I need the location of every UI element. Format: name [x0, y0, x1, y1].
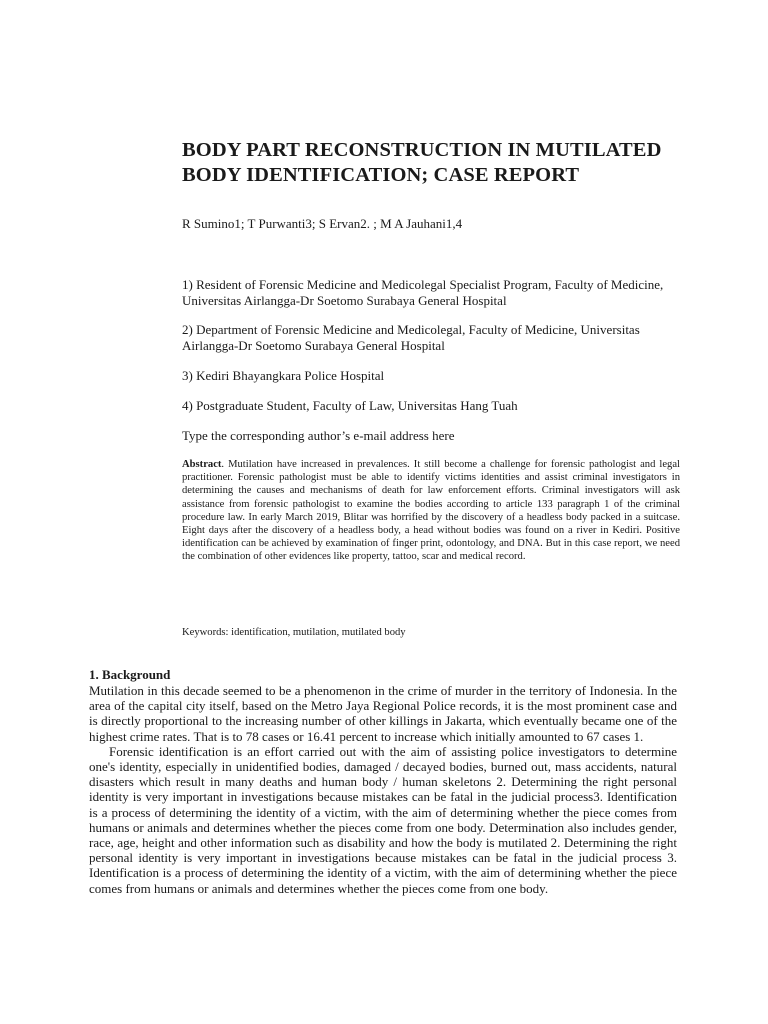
affiliation-1: 1) Resident of Forensic Medicine and Medicolegal Specialist Program, Faculty of Medicine, Universitas Airlangga-Dr Soetomo Surabaya General Hospital — [182, 277, 664, 308]
section-body — [89, 683, 677, 896]
paper-title: BODY PART RECONSTRUCTION IN MUTILATED BODY IDENTIFICATION; CASE REPORT — [182, 139, 662, 186]
author-list: R Sumino1; T Purwanti3; S Ervan2. ; M A Jauhani1,4 — [182, 216, 463, 231]
keywords: Keywords: identification, mutilation, mutilated body — [182, 627, 406, 638]
body-paragraph-2: Forensic identification is an effort carried out with the aim of assisting police investigators to determine one's identity, especially in unidentified bodies, damaged / decayed bodies, burned out, mass accidents, natural disasters which result in many deaths and human body / human skeletons 2. Determining the right personal identity is very important in investigations because mistakes can be fatal in the judicial process3. Identification is a process of determining the identity of a victim, with the aim of determining whether the piece comes from humans or animals and determines whether the pieces come from one body. Determination also includes gender, race, age, height and other information such as disability and how the body is mutilated 2. Determining the right personal identity is very important in investigations because mistakes can be fatal in the judicial process 3. Identification is a process of determining the identity of a victim, with the aim of determining whether the piece comes from humans or animals and determines whether the pieces come from one body. — [89, 743, 677, 896]
abstract — [182, 458, 680, 564]
affiliation-4: 4) Postgraduate Student, Faculty of Law, Universitas Hang Tuah — [182, 398, 518, 413]
affiliation-2: 2) Department of Forensic Medicine and Medicolegal, Faculty of Medicine, Universitas Airlangga-Dr Soetomo Surabaya General Hospital — [182, 322, 640, 353]
affiliation-3: 3) Kediri Bhayangkara Police Hospital — [182, 368, 385, 383]
corresponding-email-note: Type the corresponding author’s e-mail address here — [182, 428, 455, 443]
abstract-text: . Mutilation have increased in prevalences. It still become a challenge for forensic pathologist and legal practitioner. Forensic pathologist must be able to identify victims identities and assist criminal investigators in determining the causes and mechanisms of death for law enforcement efforts. Criminal investigators will ask assistance from forensic pathologist to examine the bodies according to article 133 paragraph 1 of the criminal procedure law. In early March 2019, Blitar was horrified by the discovery of a headless body packed in a suitcase. Eight days after the discovery of a headless body, a head without bodies was found on a river in Kediri. Positive identification can be achieved by examination of finger print, odontology, and DNA. But in this case report, we need the combination of other evidences like property, tattoo, scar and medical record. — [182, 459, 680, 563]
section-heading-background: 1. Background — [89, 667, 171, 682]
abstract-label: Abstract — [182, 459, 222, 470]
body-paragraph-1: Mutilation in this decade seemed to be a phenomenon in the crime of murder in the territory of Indonesia. In the area of the capital city itself, based on the Metro Jaya Regional Police records, it is the most prominent case and is directly proportional to the increasing number of other killings in Jakarta, which eventually became one of the highest crime rates. That is to 78 cases or 16.41 percent to increase which initially amounted to 67 cases 1. — [89, 683, 677, 744]
